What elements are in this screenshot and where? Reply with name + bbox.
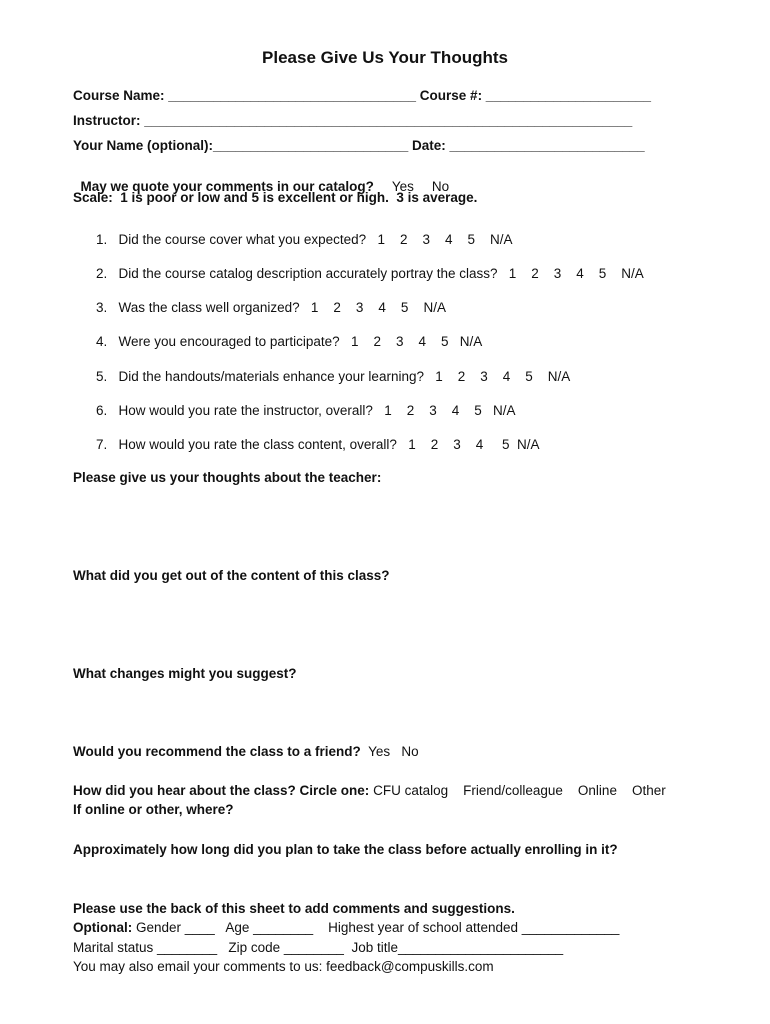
marital-row: Marital status ________ Zip code ________ Job title______________________	[73, 940, 564, 955]
question-number: 4.	[96, 334, 108, 349]
question-number: 1.	[96, 232, 108, 247]
content-prompt: What did you get out of the content of this class?	[73, 568, 390, 583]
plan-prompt: Approximately how long did you plan to take the class before actually enrolling in it?	[73, 842, 618, 857]
question-2	[96, 266, 644, 281]
optional-label: Optional:	[73, 920, 133, 935]
page-title: Please Give Us Your Thoughts	[262, 48, 508, 67]
question-7	[96, 437, 540, 452]
question-text: How would you rate the instructor, overall?	[118, 403, 373, 418]
hear-options: CFU catalog Friend/colleague Online Other	[373, 783, 666, 798]
quote-no-option: No	[431, 179, 450, 194]
question-text: Were you encouraged to participate?	[118, 334, 340, 349]
question-number: 3.	[96, 300, 108, 315]
question-text: Did the course cover what you expected?	[118, 232, 367, 247]
back-of-sheet-note: Please use the back of this sheet to add comments and suggestions.	[73, 901, 515, 916]
teacher-prompt: Please give us your thoughts about the teacher:	[73, 470, 382, 485]
question-number: 2.	[96, 266, 108, 281]
question-number: 6.	[96, 403, 108, 418]
quote-yes-option: Yes	[391, 179, 414, 194]
question-number: 7.	[96, 437, 108, 452]
question-6	[96, 403, 516, 418]
rating-options: 1 2 3 4 5 N/A	[408, 437, 540, 452]
course-name-line: Course Name: _________________________________ Course #: ______________________	[73, 88, 651, 103]
recommend-row	[73, 744, 419, 759]
question-text: How would you rate the class content, overall?	[118, 437, 397, 452]
question-text: Did the handouts/materials enhance your learning?	[118, 369, 424, 384]
rating-options: 1 2 3 4 5 N/A	[377, 232, 513, 247]
optional-row	[73, 920, 619, 935]
question-4	[96, 334, 482, 349]
scale-line: Scale: 1 is poor or low and 5 is excellent or high. 3 is average.	[73, 190, 478, 205]
quote-question: May we quote your comments in our catalog?	[80, 179, 374, 194]
question-text: Did the course catalog description accurately portray the class?	[118, 266, 498, 281]
question-3	[96, 300, 446, 315]
instructor-line: Instructor: _________________________________________________________________	[73, 113, 633, 128]
rating-options: 1 2 3 4 5 N/A	[350, 334, 483, 349]
recommend-yes-option: Yes	[368, 744, 391, 759]
hear-followup: If online or other, where?	[73, 802, 234, 817]
optional-fields: Gender ____ Age ________ Highest year of school attended _____________	[132, 920, 620, 935]
rating-options: 1 2 3 4 5 N/A	[508, 266, 644, 281]
question-text: Was the class well organized?	[118, 300, 300, 315]
hear-question: How did you hear about the class? Circle one:	[73, 783, 370, 798]
name-date-line: Your Name (optional):__________________________ Date: __________________________	[73, 138, 645, 153]
changes-prompt: What changes might you suggest?	[73, 666, 297, 681]
email-line: You may also email your comments to us: feedback@compuskills.com	[73, 959, 494, 974]
rating-options: 1 2 3 4 5 N/A	[435, 369, 571, 384]
question-number: 5.	[96, 369, 108, 384]
question-5	[96, 369, 570, 384]
rating-options: 1 2 3 4 5 N/A	[310, 300, 446, 315]
recommend-question: Would you recommend the class to a friend?	[73, 744, 361, 759]
question-1	[96, 232, 513, 247]
recommend-no-option: No	[401, 744, 419, 759]
rating-options: 1 2 3 4 5 N/A	[384, 403, 516, 418]
hear-row	[73, 783, 666, 798]
